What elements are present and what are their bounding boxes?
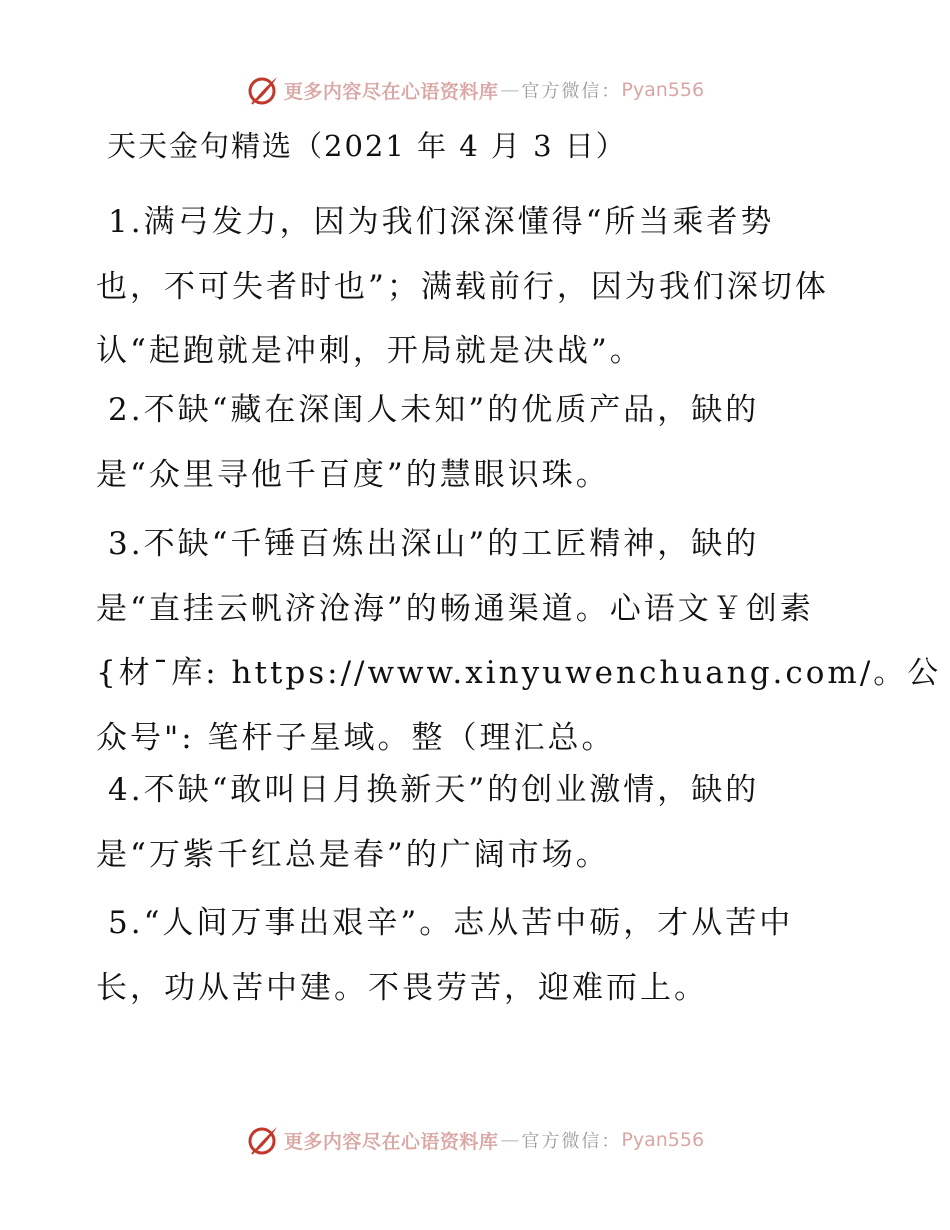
quote-paragraph-1 [96, 190, 829, 384]
watermark-wechat-id: Pyan556 [621, 79, 705, 101]
quote-paragraph-2 [96, 378, 759, 507]
watermark-official-label: 官方微信： [521, 1131, 622, 1152]
paragraph-line: 是“众里寻他千百度”的慧眼识珠。 [96, 456, 610, 493]
paragraph-line: 长，功从苦中建。不畏劳苦，迎难而上。 [96, 969, 708, 1006]
paragraph-line: 5.“人间万事出艰辛”。志从苦中砺，才从苦中 [108, 905, 794, 941]
paragraph-line: 是“万紫千红总是春”的广阔市场。 [96, 836, 610, 873]
document-title: 天天金句精选（2021 年 4 月 3 日） [107, 129, 627, 163]
watermark-wechat-id: Pyan556 [621, 1129, 705, 1151]
watermark-official-label: 官方微信： [521, 81, 622, 102]
paragraph-line: 众号": 笔杆子星域。整（理汇总。 [96, 719, 616, 756]
quote-paragraph-5 [96, 891, 793, 1020]
paragraph-line: 1.满弓发力，因为我们深深懂得“所当乘者势 [108, 204, 775, 240]
paragraph-line: 也，不可失者时也”；满载前行，因为我们深切体 [96, 268, 829, 305]
header-watermark [0, 70, 950, 110]
paragraph-line: 2.不缺“藏在深闺人未知”的优质产品，缺的 [108, 392, 760, 428]
quote-paragraph-4 [96, 758, 759, 887]
footer-watermark [0, 1120, 950, 1160]
quill-pen-circle-icon [246, 73, 280, 107]
quote-paragraph-3 [96, 512, 941, 770]
paragraph-line: 4.不缺“敢叫日月换新天”的创业激情，缺的 [108, 772, 760, 808]
watermark-main-text: 更多内容尽在心语资料库 [283, 1130, 499, 1153]
watermark-main-text: 更多内容尽在心语资料库 [283, 80, 499, 103]
paragraph-line: 认“起跑就是冲刺，开局就是决战”。 [96, 333, 644, 369]
quill-pen-circle-icon [246, 1123, 280, 1157]
watermark-dash: — [500, 79, 520, 101]
paragraph-line: {材¯库: https://www.xinyuwenchuang.com/。公 [96, 655, 942, 691]
watermark-dash: — [500, 1129, 520, 1151]
paragraph-line: 3.不缺“千锤百炼出深山”的工匠精神，缺的 [108, 526, 760, 562]
paragraph-line: 是“直挂云帆济沧海”的畅通渠道。心语文￥创素 [96, 590, 814, 627]
